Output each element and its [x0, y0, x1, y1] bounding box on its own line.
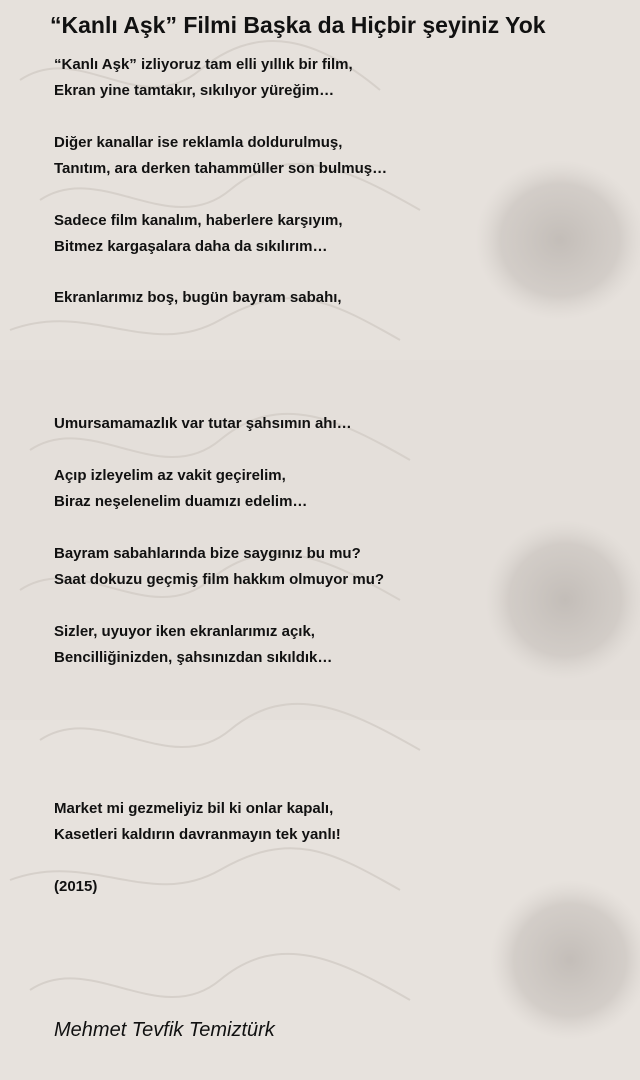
- poem-line: Açıp izleyelim az vakit geçirelim,: [54, 467, 286, 484]
- stanza-4: [54, 285, 614, 311]
- poem-line: Market mi gezmeliyiz bil ki onlar kapalı,: [54, 800, 334, 817]
- stanza-2: [54, 130, 614, 182]
- poem-line: Diğer kanallar ise reklamla doldurulmuş,: [54, 134, 343, 151]
- poem-line: Saat dokuzu geçmiş film hakkım olmuyor mu?: [54, 571, 385, 588]
- stanza-1: [54, 52, 614, 104]
- poem-line: Tanıtım, ara derken tahammüller son bulmuş…: [54, 160, 388, 177]
- poem-year: [54, 874, 614, 900]
- stanza-8: [54, 619, 614, 671]
- stanza-5: [54, 411, 614, 437]
- poem-line: Bencilliğinizden, şahsınızdan sıkıldık…: [54, 649, 333, 666]
- poem-line: Umursamamazlık var tutar şahsımın ahı…: [54, 415, 352, 432]
- poem-line: Bayram sabahlarında bize saygınız bu mu?: [54, 545, 361, 562]
- poem-line: Biraz neşelenelim duamızı edelim…: [54, 493, 308, 510]
- poem-line: Kasetleri kaldırın davranmayın tek yanlı!: [54, 826, 341, 843]
- poem-line: Sadece film kanalım, haberlere karşıyım,: [54, 212, 343, 229]
- poem-title: “Kanlı Aşk” Filmi Başka da Hiçbir şeyiniz Yok: [50, 12, 546, 38]
- poem-line: “Kanlı Aşk” izliyoruz tam elli yıllık bir film,: [54, 56, 353, 73]
- stanza-6: [54, 463, 614, 515]
- poem-line: Ekranlarımız boş, bugün bayram sabahı,: [54, 289, 342, 306]
- stanza-9: [54, 796, 614, 848]
- author-name: Mehmet Tevfik Temiztürk: [54, 1019, 275, 1041]
- poem-line: Sizler, uyuyor iken ekranlarımız açık,: [54, 623, 315, 640]
- poem-line: Bitmez kargaşalara daha da sıkılırım…: [54, 238, 328, 255]
- stanza-3: [54, 208, 614, 260]
- poem-line: Ekran yine tamtakır, sıkılıyor yüreğim…: [54, 82, 335, 99]
- stanza-7: [54, 541, 614, 593]
- poem-line: (2015): [54, 878, 98, 895]
